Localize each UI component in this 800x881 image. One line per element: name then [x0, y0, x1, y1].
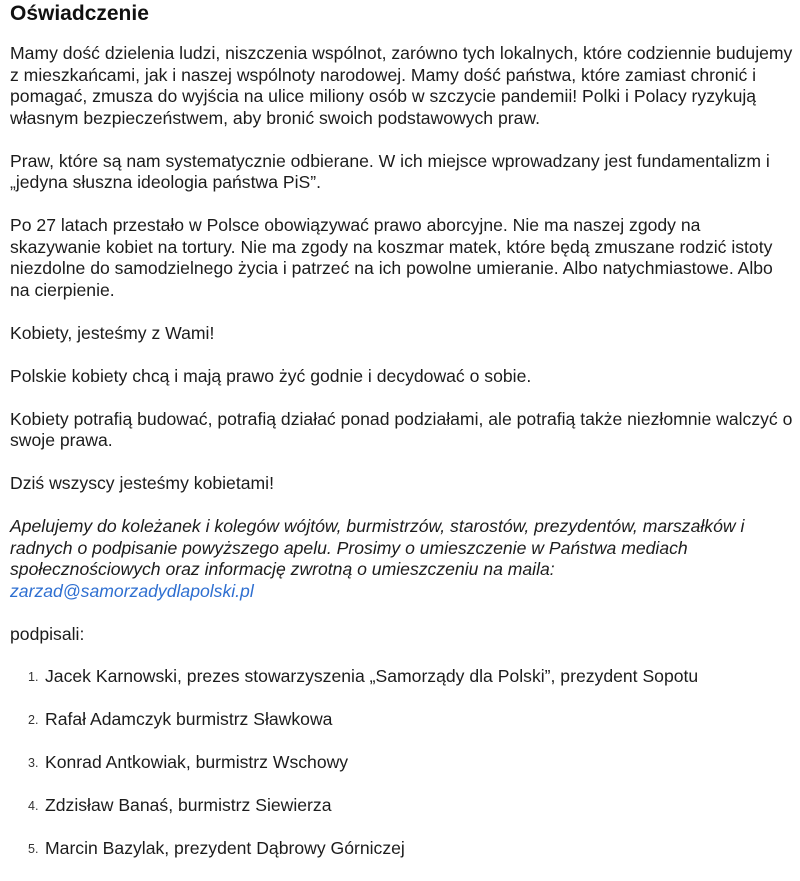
list-number: 5. [28, 842, 39, 856]
signed-label: podpisali: [10, 623, 85, 644]
document-title: Oświadczenie [10, 2, 149, 25]
list-item [10, 709, 795, 752]
paragraph-solidarity: Dziś wszyscy jesteśmy kobietami! [10, 473, 274, 493]
list-item [10, 752, 795, 795]
appeal-text: Apelujemy do koleżanek i kolegów wójtów, burmistrzów, starostów, prezydentów, marszałków i radnych o podpisanie powyższego apelu. Prosimy o umieszczenie w Państwa mediach społecznościowych oraz informację zwrotną o umieszczeniu na maila: [10, 516, 745, 579]
signer-text: Jacek Karnowski, prezes stowarzyszenia „Samorządy dla Polski”, prezydent Sopotu [45, 666, 699, 686]
list-item [10, 666, 795, 709]
appeal-paragraph [10, 516, 795, 602]
signer-text: Rafał Adamczyk burmistrz Sławkowa [45, 709, 333, 729]
list-number: 1. [28, 670, 39, 684]
paragraph-abortion-law: Po 27 latach przestało w Polsce obowiązywać prawo aborcyjne. Nie ma naszej zgody na skazywanie kobiet na tortury. Nie ma zgody na koszmar matek, które będą zmuszane rodzić istoty niezdolne do samodzielnego życia i patrzeć na ich powolne umieranie. Albo natychmiastowe. Albo na cierpienie. [10, 215, 773, 300]
signer-text: Zdzisław Banaś, burmistrz Siewierza [45, 795, 332, 815]
paragraph-dignity: Polskie kobiety chcą i mają prawo żyć godnie i decydować o sobie. [10, 365, 532, 386]
paragraph-intro: Mamy dość dzielenia ludzi, niszczenia wspólnot, zarówno tych lokalnych, które codziennie budujemy z mieszkańcami, jak i naszej wspólnoty narodowej. Mamy dość państwa, które zamiast chronić i pomagać, zmusza do wyjścia na ulice miliony osób w szczycie pandemii! Polki i Polacy ryzykują własnym bezpieczeństwem, aby bronić swoich podstawowych praw. [10, 43, 793, 128]
list-number: 2. [28, 713, 39, 727]
list-item [10, 795, 795, 838]
signer-text: Marcin Bazylak, prezydent Dąbrowy Górniczej [45, 838, 405, 858]
signers-list [10, 666, 795, 881]
email-link[interactable]: zarzad@samorzadydlapolski.pl [10, 580, 254, 601]
signer-text: Konrad Antkowiak, burmistrz Wschowy [45, 752, 349, 772]
statement-document [10, 0, 795, 881]
paragraph-support: Kobiety, jesteśmy z Wami! [10, 322, 215, 343]
paragraph-strength: Kobiety potrafią budować, potrafią działać ponad podziałami, ale potrafią także niezłomnie walczyć o swoje prawa. [10, 408, 793, 450]
list-number: 3. [28, 756, 39, 770]
list-item [10, 838, 795, 881]
list-number: 4. [28, 799, 39, 813]
paragraph-rights: Praw, które są nam systematycznie odbierane. W ich miejsce wprowadzany jest fundamentalizm i „jedyna słuszna ideologia państwa PiS”. [10, 150, 770, 192]
